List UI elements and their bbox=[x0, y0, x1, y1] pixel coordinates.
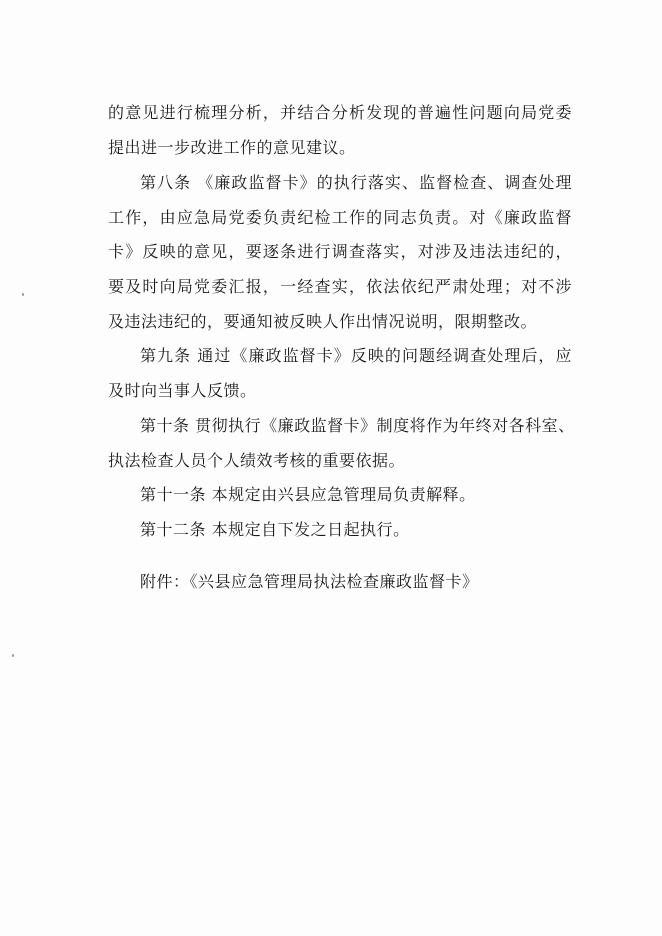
article-8-line: 第八条 《廉政监督卡》的执行落实、监督检查、调查处理 bbox=[140, 173, 572, 192]
article-12-line: 第十二条 本规定自下发之日起执行。 bbox=[140, 520, 410, 539]
article-11-line: 第十一条 本规定由兴县应急管理局负责解释。 bbox=[140, 485, 476, 504]
scan-speck bbox=[22, 293, 24, 296]
paragraph-line: 提出进一步改进工作的意见建议。 bbox=[108, 138, 356, 157]
article-9-line: 及时向当事人反馈。 bbox=[108, 381, 257, 400]
article-8-line: 及违法违纪的，要通知被反映人作出情况说明，限期整改。 bbox=[108, 312, 538, 331]
article-10-line: 第十条 贯彻执行《廉政监督卡》制度将作为年终对各科室、 bbox=[140, 416, 575, 435]
attachment-line: 附件：《兴县应急管理局执法检查廉政监督卡》 bbox=[140, 572, 479, 591]
paragraph-line: 的意见进行梳理分析，并结合分析发现的普遍性问题向局党委 bbox=[108, 103, 572, 122]
article-8-line: 工作，由应急局党委负责纪检工作的同志负责。对《廉政监督 bbox=[108, 208, 572, 227]
scan-speck bbox=[12, 654, 14, 657]
article-9-line: 第九条 通过《廉政监督卡》反映的问题经调查处理后，应 bbox=[140, 346, 572, 365]
article-10-line: 执法检查人员个人绩效考核的重要依据。 bbox=[108, 451, 406, 470]
article-8-line: 卡》反映的意见，要逐条进行调查落实，对涉及违法违纪的， bbox=[108, 242, 572, 261]
article-8-line: 要及时向局党委汇报，一经查实，依法依纪严肃处理；对不涉 bbox=[108, 277, 572, 296]
